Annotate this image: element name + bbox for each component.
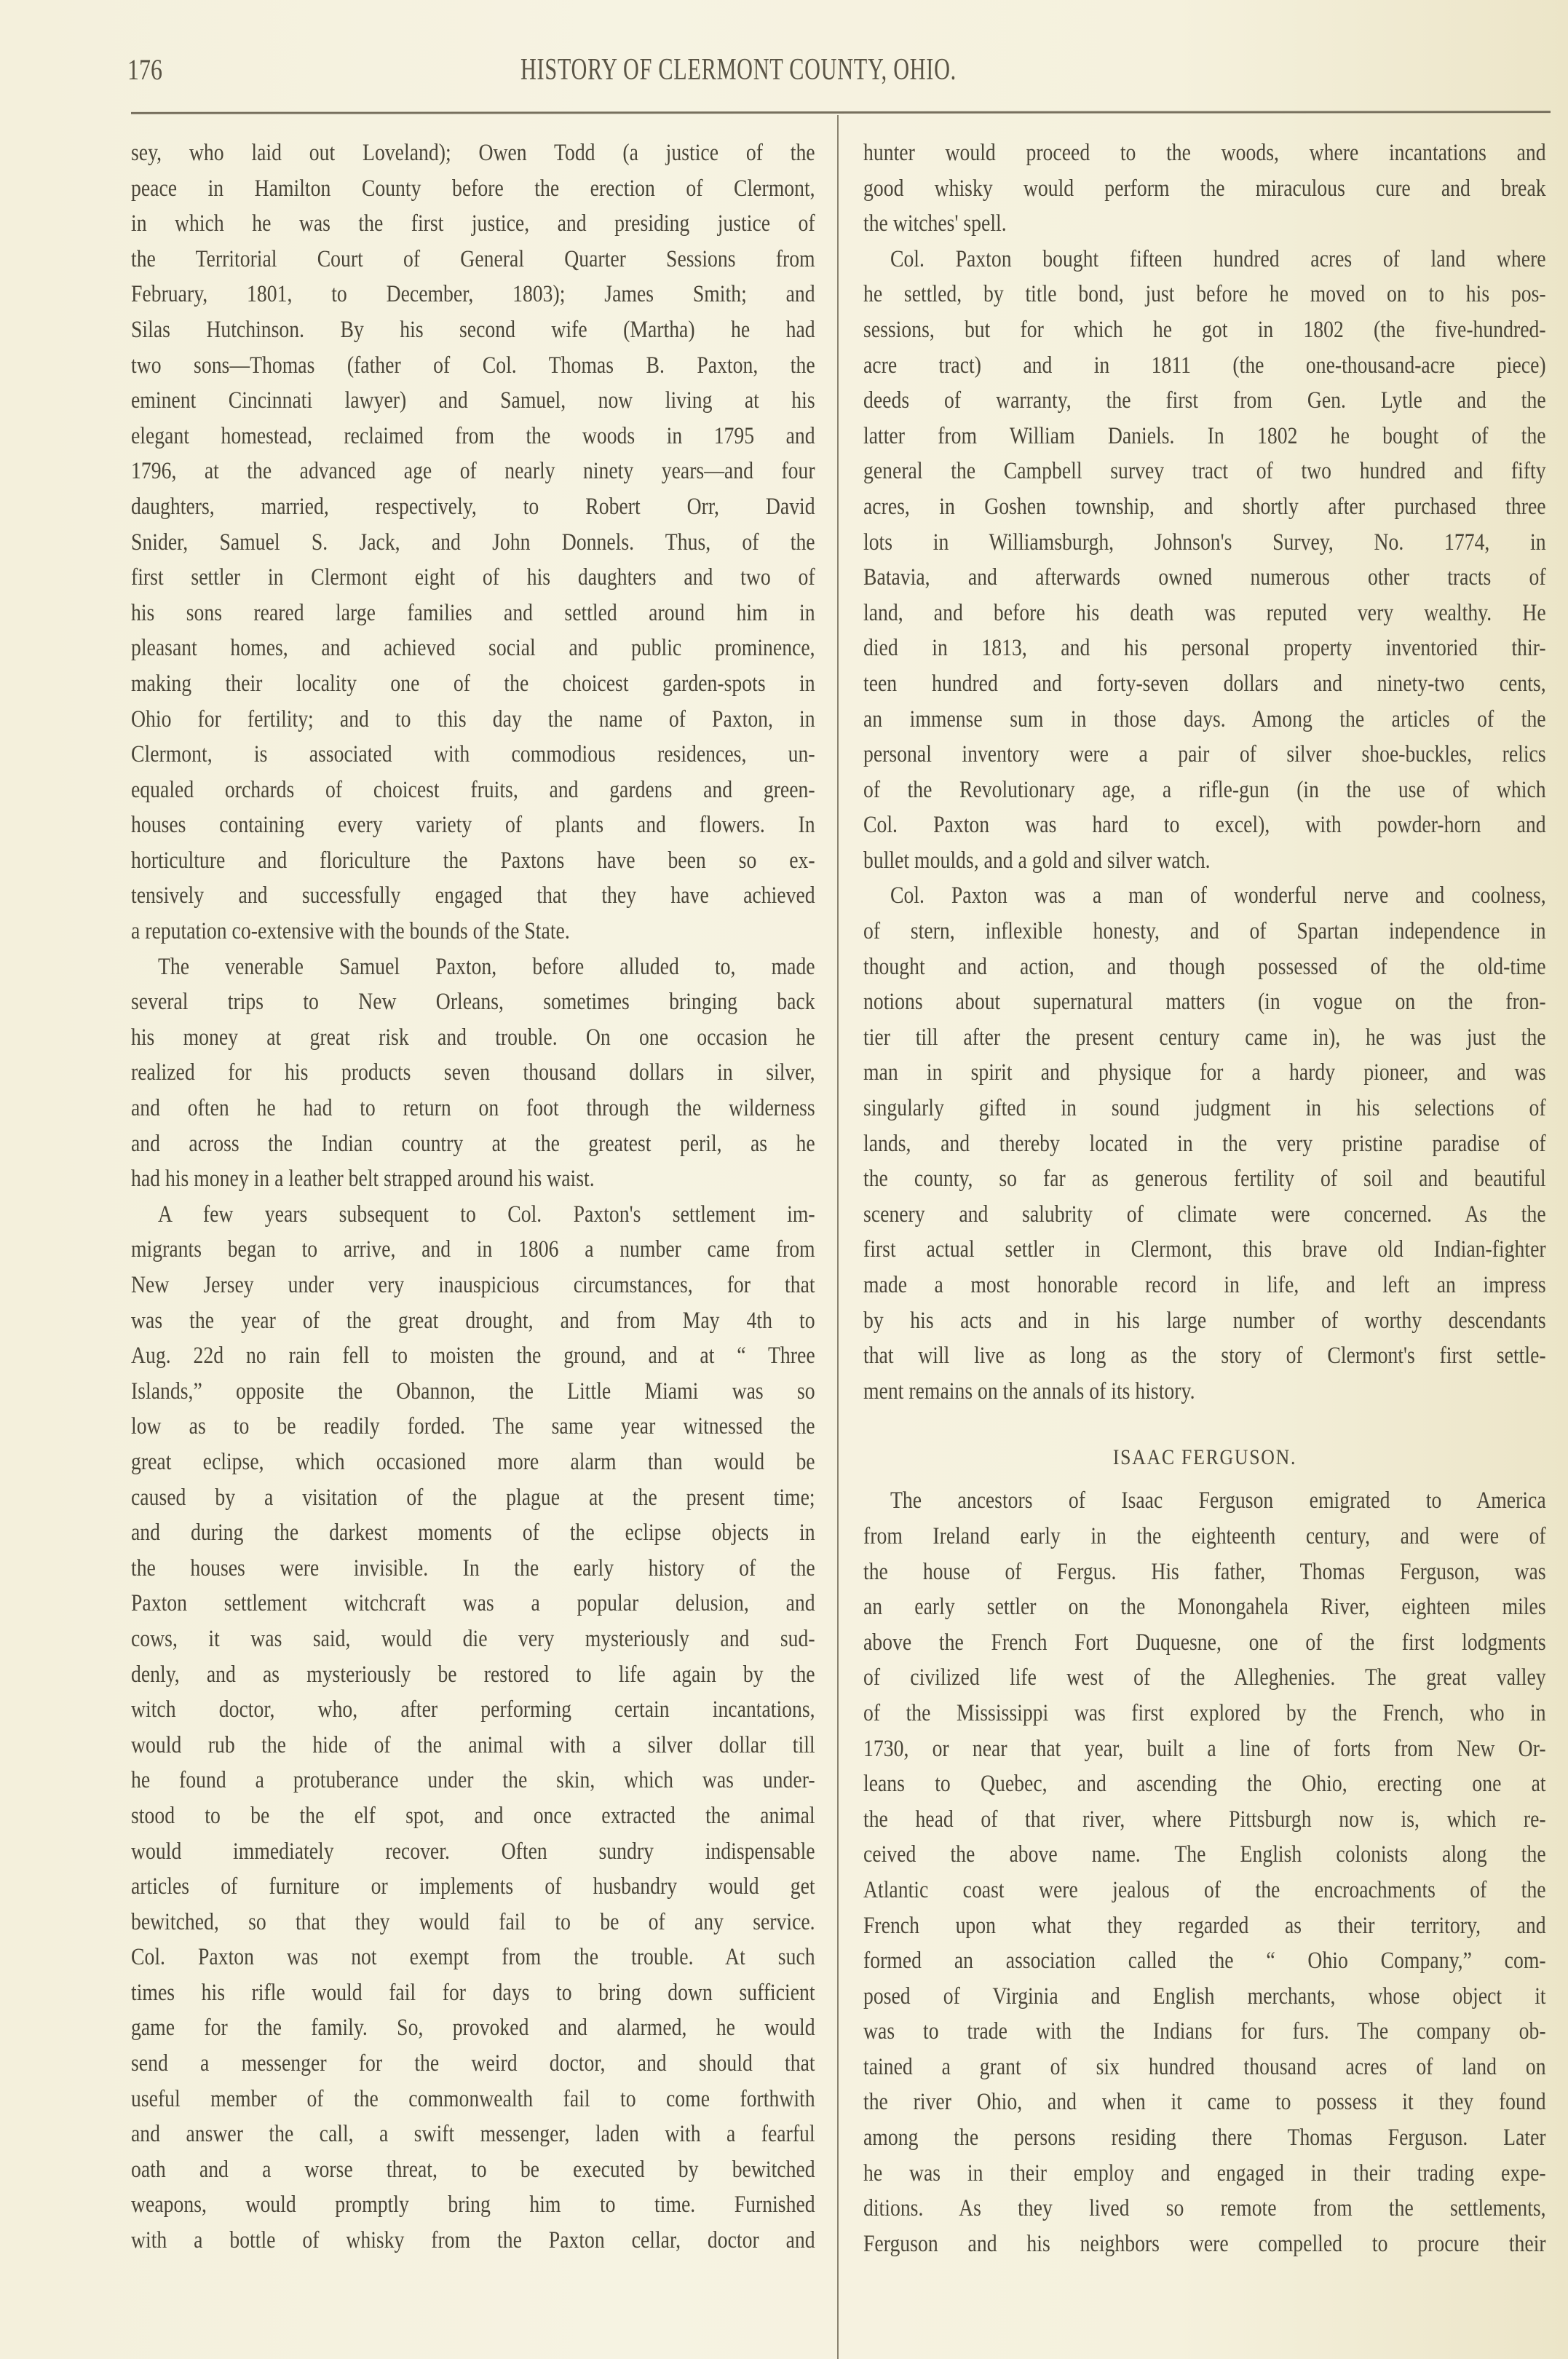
text-line: great eclipse, which occasioned more alarm than would be xyxy=(131,1448,815,1475)
section-heading: ISAAC FERGUSON. xyxy=(1112,1445,1297,1470)
text-line: in which he was the first justice, and presiding justice of xyxy=(131,210,815,237)
text-line: A few years subsequent to Col. Paxton's settlement im- xyxy=(157,1201,815,1228)
text-line: with a bottle of whisky from the Paxton cellar, doctor and xyxy=(131,2227,815,2254)
text-line: Islands,” opposite the Obannon, the Little Miami was so xyxy=(131,1378,815,1404)
text-line: elegant homestead, reclaimed from the woods in 1795 and xyxy=(131,422,815,449)
text-line: notions about supernatural matters (in vogue on the fron- xyxy=(863,989,1546,1016)
text-line: denly, and as mysteriously be restored to life again by the xyxy=(131,1661,815,1688)
text-line: Clermont, is associated with commodious residences, un- xyxy=(131,741,815,768)
text-line: cows, it was said, would die very mysteriously and sud- xyxy=(131,1625,815,1652)
text-line: Col. Paxton bought fifteen hundred acres of land where xyxy=(890,245,1546,272)
text-line: houses containing every variety of plants and flowers. In xyxy=(131,812,815,839)
text-line: above the French Fort Duquesne, one of the first lodgments xyxy=(863,1629,1546,1656)
text-line: send a messenger for the weird doctor, and should that xyxy=(131,2050,815,2077)
running-title: HISTORY OF CLERMONT COUNTY, OHIO. xyxy=(520,53,957,87)
text-line: Atlantic coast were jealous of the encroachments of the xyxy=(863,1876,1546,1903)
text-line: the Territorial Court of General Quarter Sessions from xyxy=(131,245,815,272)
column-divider xyxy=(837,115,839,2359)
text-line: of stern, inflexible honesty, and of Spartan independence in xyxy=(863,918,1546,945)
text-line: made a most honorable record in life, and left an impress xyxy=(863,1272,1546,1298)
text-line: lots in Williamsburgh, Johnson's Survey, No. 1774, in xyxy=(863,529,1546,556)
text-line: teen hundred and forty-seven dollars and ninety-two cents, xyxy=(863,670,1546,697)
text-line: sessions, but for which he got in 1802 (the five-hundred- xyxy=(863,316,1546,343)
text-line: peace in Hamilton County before the erection of Clermont, xyxy=(131,175,815,202)
text-line: he found a protuberance under the skin, which was under- xyxy=(131,1767,815,1794)
text-line: and across the Indian country at the greatest peril, as he xyxy=(131,1130,815,1157)
page-number: 176 xyxy=(127,53,162,86)
text-line: man in spirit and physique for a hardy pioneer, and was xyxy=(863,1059,1546,1086)
text-line: leans to Quebec, and ascending the Ohio, erecting one at xyxy=(863,1771,1546,1798)
text-line: personal inventory were a pair of silver shoe-buckles, relics xyxy=(863,741,1546,768)
text-line: posed of Virginia and English merchants, whose object it xyxy=(863,1983,1546,2010)
text-line: French upon what they regarded as their territory, and xyxy=(863,1912,1546,1939)
text-line: the river Ohio, and when it came to possess it they found xyxy=(863,2089,1546,2116)
text-line: a reputation co-extensive with the bounds of the State. xyxy=(131,918,570,945)
text-line: the county, so far as generous fertility of soil and beautiful xyxy=(863,1166,1546,1193)
text-line: daughters, married, respectively, to Robert Orr, David xyxy=(131,493,815,520)
text-line: game for the family. So, provoked and alarmed, he would xyxy=(131,2015,815,2042)
text-line: ditions. As they lived so remote from the settlements, xyxy=(863,2195,1546,2222)
text-line: was to trade with the Indians for furs. The company ob- xyxy=(863,2018,1546,2045)
text-line: singularly gifted in sound judgment in his selections of xyxy=(863,1095,1546,1122)
text-line: weapons, would promptly bring him to time. Furnished xyxy=(131,2192,815,2218)
text-line: low as to be readily forded. The same year witnessed the xyxy=(131,1413,815,1440)
text-line: and answer the call, a swift messenger, laden with a fearful xyxy=(131,2121,815,2148)
text-line: Aug. 22d no rain fell to moisten the ground, and at “ Three xyxy=(131,1343,815,1370)
text-line: of the Revolutionary age, a rifle-gun (in the use of which xyxy=(863,776,1546,803)
text-line: 1796, at the advanced age of nearly ninety years—and four xyxy=(131,458,815,485)
text-line: an early settler on the Monongahela River, eighteen miles xyxy=(863,1594,1546,1621)
left-column xyxy=(131,135,815,2259)
text-line: eminent Cincinnati lawyer) and Samuel, now living at his xyxy=(131,387,815,414)
text-line: of the Mississippi was first explored by the French, who in xyxy=(863,1699,1546,1726)
page-header xyxy=(127,52,1547,96)
text-line: of civilized life west of the Alleghenies. The great valley xyxy=(863,1664,1546,1691)
text-line: good whisky would perform the miraculous cure and break xyxy=(863,175,1546,202)
text-line: formed an association called the “ Ohio Company,” com- xyxy=(863,1948,1546,1975)
header-rule xyxy=(131,111,1551,114)
text-line: realized for his products seven thousand dollars in silver, xyxy=(131,1059,815,1086)
text-line: Col. Paxton was a man of wonderful nerve and coolness, xyxy=(890,882,1546,909)
text-line: among the persons residing there Thomas Ferguson. Later xyxy=(863,2125,1546,2151)
text-line: Ohio for fertility; and to this day the name of Paxton, in xyxy=(131,706,815,732)
text-line: 1730, or near that year, built a line of forts from New Or- xyxy=(863,1735,1546,1762)
text-line: hunter would proceed to the woods, where incantations and xyxy=(863,140,1546,166)
text-line: from Ireland early in the eighteenth century, and were of xyxy=(863,1522,1546,1549)
text-line: by his acts and in his large number of worthy descendants xyxy=(863,1307,1546,1334)
text-line: acres, in Goshen township, and shortly after purchased three xyxy=(863,493,1546,520)
text-line: useful member of the commonwealth fail to come forthwith xyxy=(131,2085,815,2112)
text-line: oath and a worse threat, to be executed by bewitched xyxy=(131,2156,815,2183)
text-line: stood to be the elf spot, and once extracted the animal xyxy=(131,1802,815,1829)
text-line: Batavia, and afterwards owned numerous other tracts of xyxy=(863,564,1546,591)
text-line: New Jersey under very inauspicious circumstances, for that xyxy=(131,1272,815,1298)
text-line: land, and before his death was reputed very wealthy. He xyxy=(863,599,1546,626)
text-line: and during the darkest moments of the eclipse objects in xyxy=(131,1520,815,1546)
text-line: tier till after the present century came in), he was just the xyxy=(863,1024,1546,1051)
text-line: pleasant homes, and achieved social and public prominence, xyxy=(131,635,815,662)
text-line: his sons reared large families and settled around him in xyxy=(131,599,815,626)
text-line: the houses were invisible. In the early history of the xyxy=(131,1554,815,1581)
text-line: his money at great risk and trouble. On one occasion he xyxy=(131,1024,815,1051)
text-line: he settled, by title bond, just before he moved on to his pos- xyxy=(863,281,1546,308)
text-line: The ancestors of Isaac Ferguson emigrated to America xyxy=(890,1487,1546,1514)
text-line: making their locality one of the choicest garden-spots in xyxy=(131,670,815,697)
right-column xyxy=(863,135,1546,2261)
text-line: that will live as long as the story of Clermont's first settle- xyxy=(863,1343,1546,1370)
text-line: articles of furniture or implements of husbandry would get xyxy=(131,1873,815,1900)
text-line: would immediately recover. Often sundry indispensable xyxy=(131,1838,815,1865)
text-line: sey, who laid out Loveland); Owen Todd (a justice of the xyxy=(131,140,815,166)
text-line: an immense sum in those days. Among the articles of the xyxy=(863,706,1546,732)
text-line: Snider, Samuel S. Jack, and John Donnels. Thus, of the xyxy=(131,529,815,556)
text-line: latter from William Daniels. In 1802 he bought of the xyxy=(863,422,1546,449)
text-line: bewitched, so that they would fail to be of any service. xyxy=(131,1908,815,1935)
text-line: several trips to New Orleans, sometimes bringing back xyxy=(131,989,815,1016)
text-line: deeds of warranty, the first from Gen. Lytle and the xyxy=(863,387,1546,414)
text-line: first actual settler in Clermont, this brave old Indian-fighter xyxy=(863,1236,1546,1263)
text-line: and often he had to return on foot through the wilderness xyxy=(131,1095,815,1122)
text-line: witch doctor, who, after performing certain incantations, xyxy=(131,1696,815,1723)
text-line: the witches' spell. xyxy=(863,210,1007,237)
text-line: horticulture and floriculture the Paxtons have been so ex- xyxy=(131,847,815,874)
text-line: general the Campbell survey tract of two hundred and fifty xyxy=(863,458,1546,485)
text-line: Col. Paxton was not exempt from the trouble. At such xyxy=(131,1944,815,1971)
text-line: the head of that river, where Pittsburgh now is, which re- xyxy=(863,1806,1546,1833)
text-line: thought and action, and though possessed of the old-time xyxy=(863,953,1546,980)
text-line: ment remains on the annals of its history. xyxy=(863,1378,1195,1404)
text-line: Col. Paxton was hard to excel), with powder-horn and xyxy=(863,812,1546,839)
right-column-text-after-heading xyxy=(863,1483,1546,2261)
text-line: he was in their employ and engaged in their trading expe- xyxy=(863,2160,1546,2186)
text-line: Ferguson and his neighbors were compelled to procure their xyxy=(863,2230,1546,2257)
text-line: tained a grant of six hundred thousand acres of land on xyxy=(863,2053,1546,2080)
text-line: tensively and successfully engaged that they have achieved xyxy=(131,882,815,909)
text-line: bullet moulds, and a gold and silver watch. xyxy=(863,847,1211,874)
text-line: caused by a visitation of the plague at the present time; xyxy=(131,1484,815,1511)
text-line: would rub the hide of the animal with a silver dollar till xyxy=(131,1731,815,1758)
text-line: the house of Fergus. His father, Thomas Ferguson, was xyxy=(863,1558,1546,1585)
text-line: times his rifle would fail for days to bring down sufficient xyxy=(131,1979,815,2006)
text-line: lands, and thereby located in the very pristine paradise of xyxy=(863,1130,1546,1157)
text-line: migrants began to arrive, and in 1806 a number came from xyxy=(131,1236,815,1263)
right-column-text-before-heading xyxy=(863,135,1546,1409)
text-line: The venerable Samuel Paxton, before alluded to, made xyxy=(157,953,815,980)
text-line: scenery and salubrity of climate were concerned. As the xyxy=(863,1201,1546,1228)
text-line: died in 1813, and his personal property inventoried thir- xyxy=(863,635,1546,662)
text-line: ceived the above name. The English colonists along the xyxy=(863,1841,1546,1868)
text-line: first settler in Clermont eight of his daughters and two of xyxy=(131,564,815,591)
text-line: was the year of the great drought, and from May 4th to xyxy=(131,1307,815,1334)
text-line: had his money in a leather belt strapped around his waist. xyxy=(131,1166,595,1193)
text-line: Silas Hutchinson. By his second wife (Martha) he had xyxy=(131,316,815,343)
text-line: two sons—Thomas (father of Col. Thomas B. Paxton, the xyxy=(131,352,815,379)
text-line: February, 1801, to December, 1803); James Smith; and xyxy=(131,281,815,308)
text-line: acre tract) and in 1811 (the one-thousand-acre piece) xyxy=(863,352,1546,379)
text-line: Paxton settlement witchcraft was a popular delusion, and xyxy=(131,1590,815,1617)
text-line: equaled orchards of choicest fruits, and gardens and green- xyxy=(131,776,815,803)
